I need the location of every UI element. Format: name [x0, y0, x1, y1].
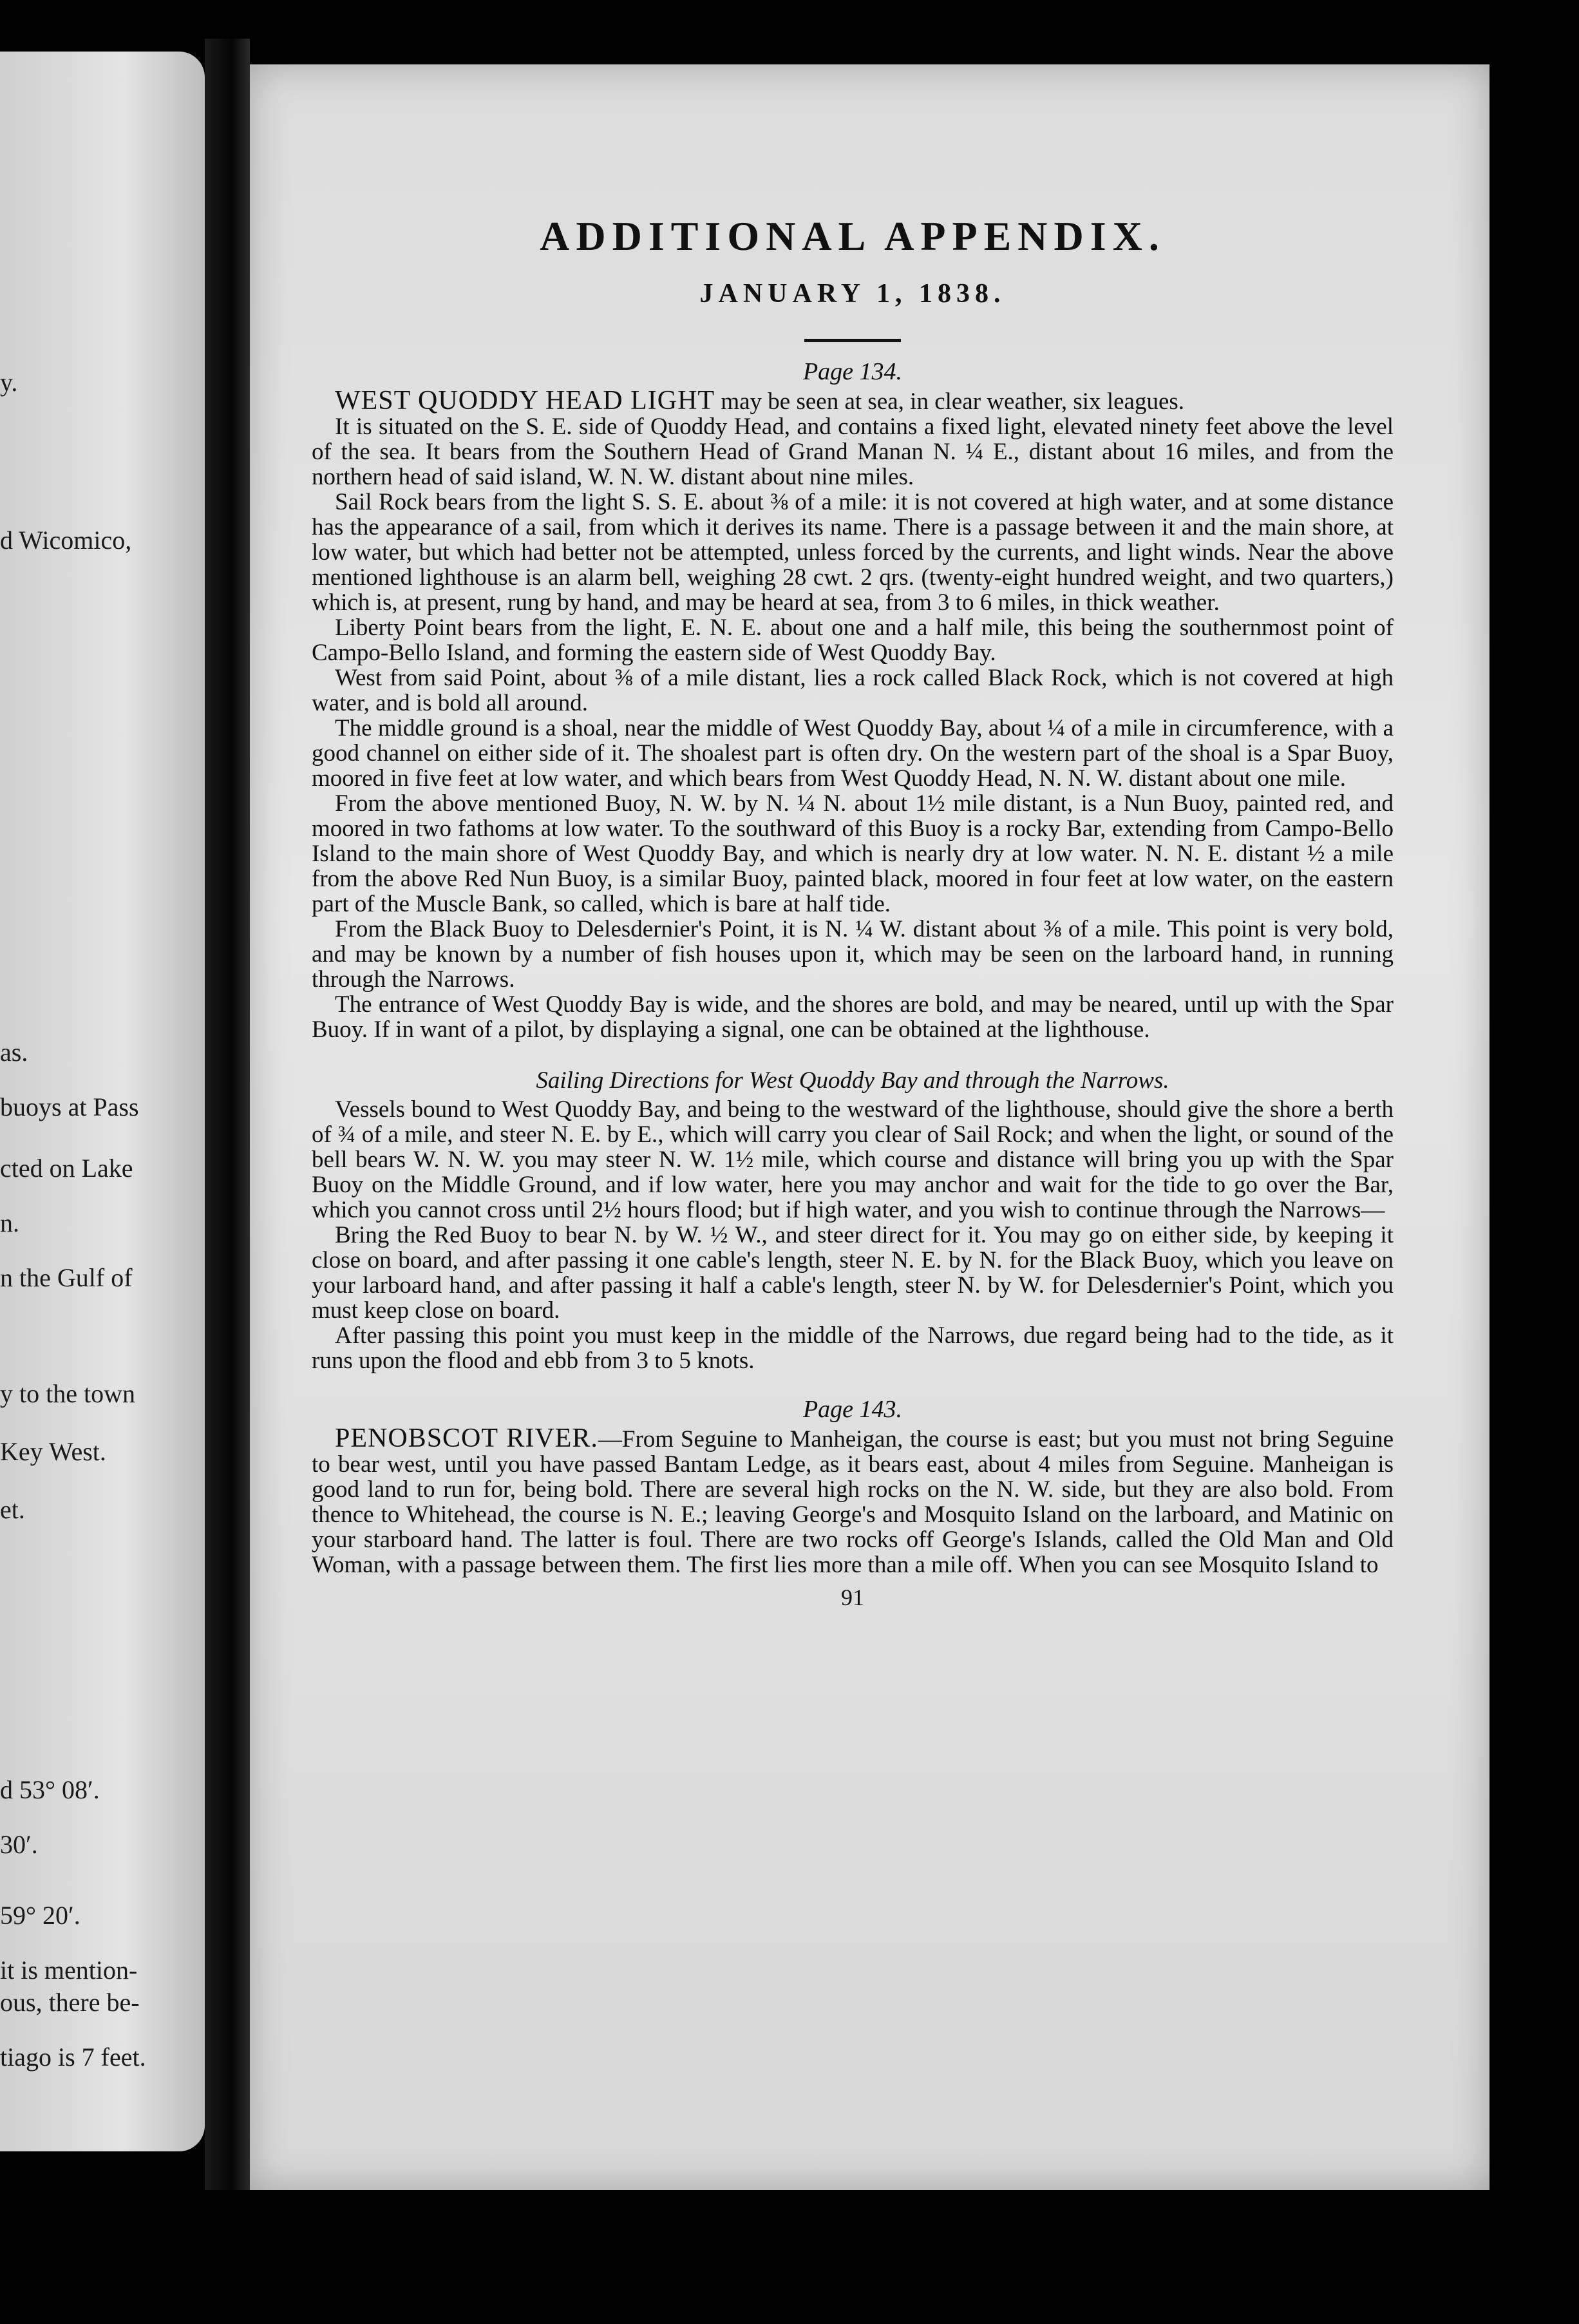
- appendix-date: JANUARY 1, 1838.: [699, 279, 1006, 309]
- left-fragment: buoys at Pass: [0, 1092, 139, 1121]
- left-page: [0, 52, 205, 2151]
- left-fragment: as.: [0, 1038, 28, 1067]
- body-paragraph: The middle ground is a shoal, near the middle of West Quoddy Bay, about ¼ of a mile in circumference, with a good channel on either side of it. The shoalest part is often dry. On the western part of the shoal is a Spar Buoy, moored in five feet at low water, and which bears from West Quoddy Head, N. N. W. distant about one mile.: [312, 715, 1394, 792]
- right-page: [250, 64, 1489, 2190]
- left-fragment: cted on Lake: [0, 1154, 133, 1183]
- appendix-title: ADDITIONAL APPENDIX.: [540, 213, 1166, 259]
- left-fragment: 30′.: [0, 1830, 38, 1859]
- page-number: 91: [841, 1585, 864, 1610]
- section-lead-paragraph: [312, 388, 1394, 414]
- left-fragment: ous, there be-: [0, 1988, 140, 2017]
- section-lead-paragraph: [312, 1426, 1394, 1577]
- left-fragment: d Wicomico,: [0, 526, 132, 555]
- body-paragraph: Liberty Point bears from the light, E. N. E. about one and a half mile, this being the southernmost point of Campo-Bello Island, and forming the eastern side of West Quoddy Bay.: [312, 614, 1394, 666]
- left-fragment: y.: [0, 368, 18, 397]
- title-rule: [804, 339, 901, 342]
- page-reference: Page 134.: [802, 358, 903, 385]
- body-paragraph: From the Black Buoy to Delesdernier's Point, it is N. ¼ W. distant about ⅜ of a mile. This point is very bold, and may be known by a number of fish houses upon it, which may be seen on the larboard hand, in running through the Narrows.: [312, 916, 1394, 993]
- left-fragment: 59° 20′.: [0, 1901, 80, 1930]
- left-fragment: it is mention-: [0, 1956, 138, 1985]
- left-fragment: Key West.: [0, 1437, 106, 1466]
- book-gutter: [205, 39, 250, 2190]
- left-fragment: n.: [0, 1208, 19, 1237]
- left-fragment: tiago is 7 feet.: [0, 2043, 146, 2072]
- page-content: [312, 213, 1394, 1611]
- left-fragment: y to the town: [0, 1379, 135, 1408]
- body-paragraph: Vessels bound to West Quoddy Bay, and being to the westward of the lighthouse, should give the shore a berth of ¾ of a mile, and steer N. E. by E., which will carry you clear of Sail Rock; and when the light, or sound of the bell bears W. N. W. you may steer N. W. 1½ mile, which course and distance will bring you up with the Spar Buoy on the Middle Ground, and if low water, here you may anchor and wait for the tide to go over the Bar, which you cannot cross until 2½ hours flood; but if high water, and you wish to continue through the Narrows—: [312, 1096, 1394, 1223]
- body-paragraph: From the above mentioned Buoy, N. W. by N. ¼ N. about 1½ mile distant, is a Nun Buoy, painted red, and moored in two fathoms at low water. To the southward of this Buoy is a rocky Bar, extending from Campo-Bello Island to the main shore of West Quoddy Bay, and which is nearly dry at low water. N. N. E. distant ½ a mile from the above Red Nun Buoy, is a similar Buoy, painted black, moored in four feet at low water, on the eastern part of the Muscle Bank, so called, which is bare at half tide.: [312, 790, 1394, 917]
- body-paragraph: Sail Rock bears from the light S. S. E. about ⅜ of a mile: it is not covered at high water, and at some distance has the appearance of a sail, from which it derives its name. There is a passage between it and the main shore, at low water, but which had better not be attempted, unless forced by the currents, and light winds. Near the above mentioned lighthouse is an alarm bell, weighing 28 cwt. 2 qrs. (twenty-eight hundred weight, and two quarters,) which is, at present, rung by hand, and may be heard at sea, from 3 to 6 miles, in thick weather.: [312, 489, 1394, 616]
- left-fragment: n the Gulf of: [0, 1263, 133, 1292]
- section-lead-text: may be seen at sea, in clear weather, six leagues.: [715, 388, 1185, 415]
- section-heading: WEST QUODDY HEAD LIGHT: [335, 386, 715, 415]
- body-paragraph: After passing this point you must keep in the middle of the Narrows, due regard being had to the tide, as it runs upon the flood and ebb from 3 to 5 knots.: [312, 1322, 1394, 1374]
- left-fragment: d 53° 08′.: [0, 1775, 100, 1804]
- section-heading: PENOBSCOT RIVER.: [335, 1424, 598, 1453]
- body-paragraph: West from said Point, about ⅜ of a mile distant, lies a rock called Black Rock, which is not covered at high water, and is bold all around.: [312, 665, 1394, 716]
- left-fragment: et.: [0, 1495, 25, 1524]
- body-paragraph: It is situated on the S. E. side of Quoddy Head, and contains a fixed light, elevated ninety feet above the level of the sea. It bears from the Southern Head of Grand Manan N. ¼ E., distant about 16 miles, and from the northern head of said island, W. N. W. distant about nine miles.: [312, 414, 1394, 490]
- sailing-directions-heading: Sailing Directions for West Quoddy Bay and through the Narrows.: [536, 1067, 1169, 1094]
- page-reference: Page 143.: [802, 1396, 903, 1423]
- section-lead-text: —From Seguine to Manheigan, the course is east; but you must not bring Seguine to bear west, until you have passed Bantam Ledge, as it bears east, about 4 miles from Seguine. Manheigan is good land to run for, being bold. There are several high rocks on the N. W. side, but they are also bold. From thence to Whitehead, the course is N. E.; leaving George's and Mosquito Island on the larboard, and Matinic on your starboard hand. The latter is foul. There are two rocks off George's Islands, called the Old Man and Old Woman, with a passage between them. The first lies more than a mile off. When you can see Mosquito Island to: [312, 1426, 1394, 1578]
- body-paragraph: Bring the Red Buoy to bear N. by W. ½ W., and steer direct for it. You may go on either side, by keeping it close on board, and after passing it one cable's length, steer N. E. by N. for the Black Buoy, which you leave on your larboard hand, and after passing it half a cable's length, steer N. by W. for Delesdernier's Point, which you must keep close on board.: [312, 1222, 1394, 1324]
- body-paragraph: The entrance of West Quoddy Bay is wide, and the shores are bold, and may be neared, until up with the Spar Buoy. If in want of a pilot, by displaying a signal, one can be obtained at the lighthouse.: [312, 991, 1394, 1043]
